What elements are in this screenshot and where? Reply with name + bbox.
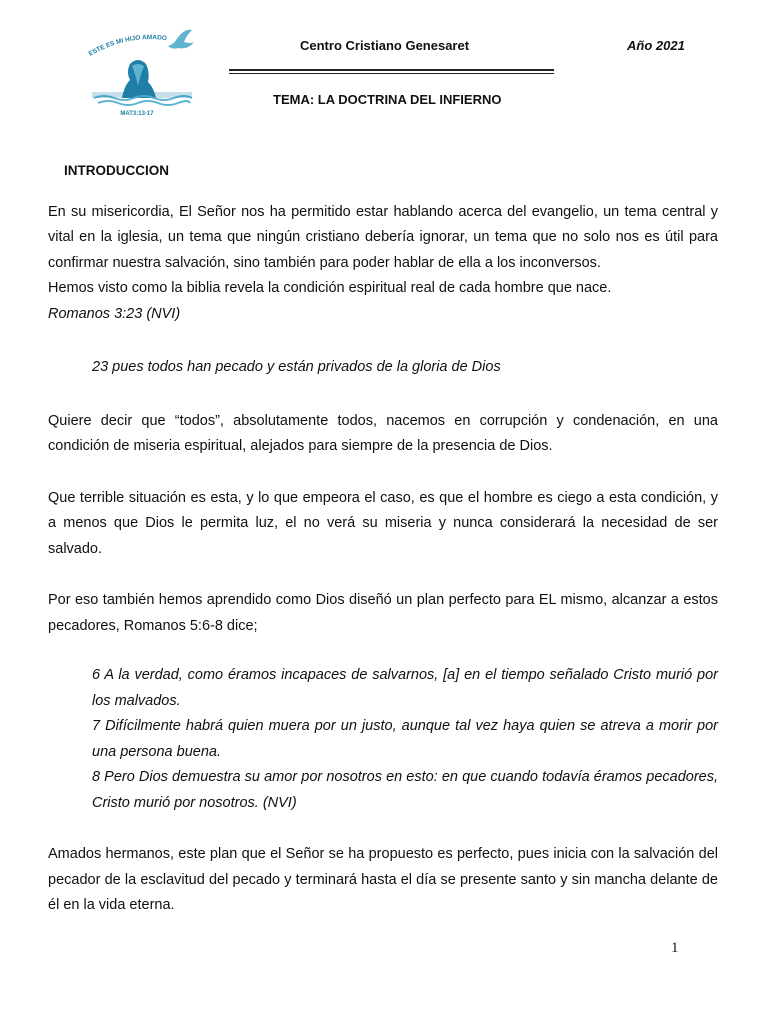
paragraph-1: En su misericordia, El Señor nos ha permitido estar hablando acerca del evangelio, un tema central y vital en la iglesia, un tema que ningún cristiano debería ignorar, un tema que no solo nos es útil para confirmar nuestra salvación, sino también para poder hablar de ella a los inconversos. [48, 203, 718, 271]
paragraph-2: Hemos visto como la biblia revela la condición espiritual real de cada hombre que nace. [48, 280, 612, 296]
page-number: 1 [671, 940, 679, 956]
document-year: Año 2021 [627, 38, 685, 53]
scripture-reference: Romanos 3:23 (NVI) [48, 305, 181, 322]
organization-name: Centro Cristiano Genesaret [300, 38, 470, 53]
scripture-verse-7: 7 Difícilmente habrá quien muera por un justo, aunque tal vez haya quien se atreva a morir por una persona buena. [92, 718, 718, 760]
header-rule-thick [229, 69, 554, 71]
paragraph-5: Por eso también hemos aprendido como Dios diseñó un plan perfecto para EL mismo, alcanzar a estos pecadores, Romanos 5:6-8 dice; [48, 592, 718, 634]
scripture-verse-6: 6 A la verdad, como éramos incapaces de salvarnos, [a] en el tiempo señalado Cristo murió por los malvados. [92, 667, 718, 709]
dove-icon [168, 30, 194, 49]
document-body [48, 158, 718, 919]
church-logo [80, 26, 198, 120]
scripture-quote-1: 23 pues todos han pecado y están privados de la gloria de Dios [92, 359, 501, 375]
paragraph-4: Que terrible situación es esta, y lo que empeora el caso, es que el hombre es ciego a esta condición, y a menos que Dios le permita luz, el no verá su miseria y nunca considerará la necesidad de ser salvado. [48, 489, 718, 557]
section-heading: INTRODUCCION [64, 163, 169, 178]
logo-top-text: ESTE ES MI HIJO AMADO [87, 34, 168, 58]
scripture-verse-8: 8 Pero Dios demuestra su amor por nosotros en esto: en que cuando todavía éramos pecadores, Cristo murió por nosotros. (NVI) [92, 769, 718, 811]
header-rule-thin [229, 73, 554, 74]
paragraph-3: Quiere decir que “todos”, absolutamente todos, nacemos en corrupción y condenación, en una condición de miseria espiritual, alejados para siempre de la presencia de Dios. [48, 412, 718, 454]
logo-bottom-text: MAT3:13-17 [120, 111, 154, 117]
paragraph-6: Amados hermanos, este plan que el Señor se ha propuesto es perfecto, pues inicia con la salvación del pecador de la esclavitud del pecado y terminará hasta el día se presente santo y sin mancha delante de él en la vida eterna. [48, 846, 718, 913]
document-topic: TEMA: LA DOCTRINA DEL INFIERNO [273, 92, 502, 107]
